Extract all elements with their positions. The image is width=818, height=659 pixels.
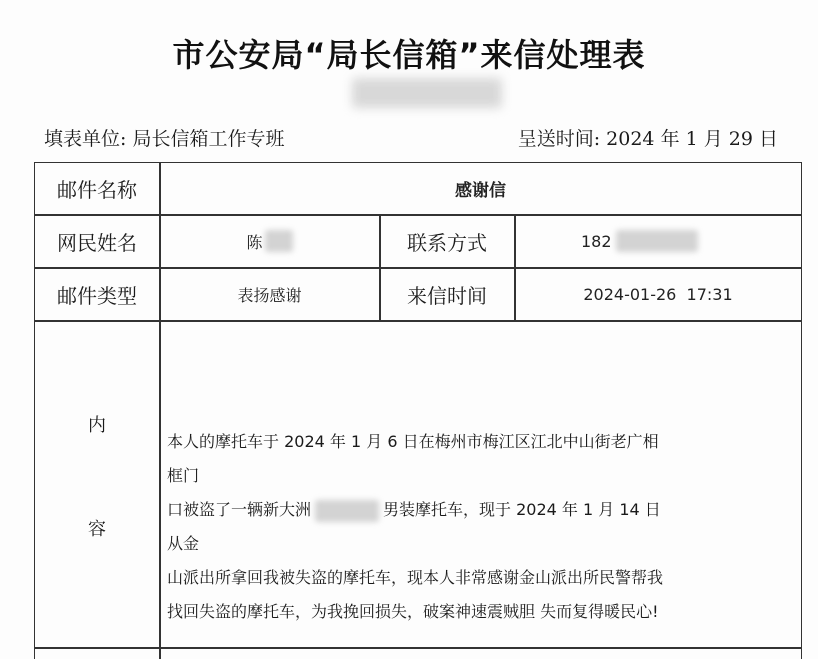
received-time-value: 2024-01-26 17:31	[583, 284, 733, 304]
mail-type-label: 邮件类型	[57, 283, 137, 308]
content-line: 本人的摩托车于 2024 年 1 月 6 日在梅州市梅江区江北中山街老广相框门	[167, 432, 659, 485]
filler-unit-value: 局长信箱工作专班	[132, 128, 285, 150]
filler-unit	[44, 124, 284, 151]
netizen-name-cell	[160, 215, 379, 267]
mail-name-label: 邮件名称	[57, 178, 137, 202]
netizen-name-label: 网民姓名	[57, 230, 137, 255]
contact-value: 182	[581, 231, 612, 251]
content-line-part: 男装摩托车，现于 2024 年 1 月 14 日从金	[167, 500, 661, 553]
content-line	[167, 493, 667, 561]
row-divider	[35, 647, 801, 649]
content-line-part: 口被盗了一辆新大洲	[167, 500, 312, 519]
submit-time-label: 呈送时间:	[517, 128, 601, 150]
received-time-label: 来信时间	[407, 283, 487, 308]
mail-type-value: 表扬感谢	[237, 285, 302, 305]
mail-name-value: 感谢信	[455, 181, 506, 201]
content-label-char-2: 容	[88, 519, 106, 540]
content-line: 山派出所拿回我被失盗的摩托车，现本人非常感谢金山派出所民警帮我	[167, 568, 664, 587]
contact-cell	[515, 215, 801, 267]
row-divider	[35, 320, 801, 322]
submit-time	[518, 124, 778, 151]
redacted-model	[315, 500, 379, 522]
contact-label: 联系方式	[407, 230, 487, 255]
letter-content	[167, 425, 667, 629]
netizen-name-value: 陈	[246, 232, 263, 252]
document-title: 市公安局“局长信箱”来信处理表	[172, 36, 646, 74]
processing-form-table	[34, 162, 802, 659]
submit-time-value: 2024 年 1 月 29 日	[606, 128, 778, 150]
content-label-char-1: 内	[88, 415, 106, 436]
filler-unit-label: 填表单位:	[44, 128, 127, 150]
redacted-document-number	[352, 78, 502, 108]
redacted-phone	[616, 230, 698, 252]
redacted-name	[265, 230, 293, 252]
content-line: 找回失盗的摩托车，为我挽回损失，破案神速震贼胆 失而复得暖民心!	[167, 602, 659, 621]
